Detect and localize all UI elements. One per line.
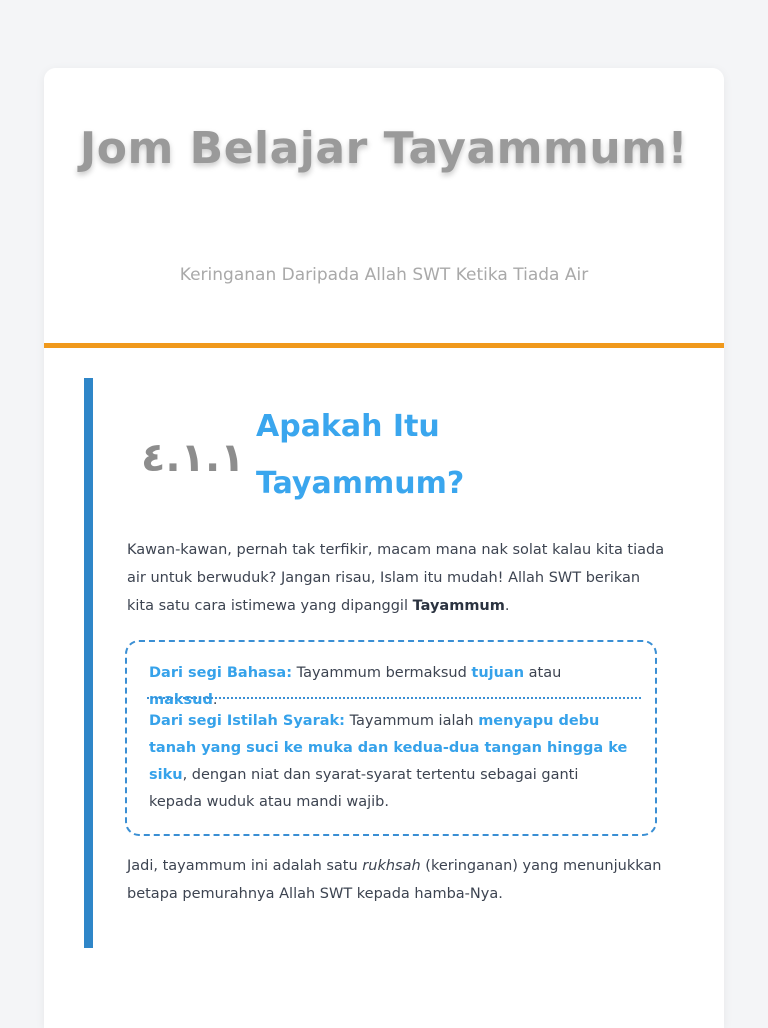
- intro-bold-term: Tayammum: [412, 598, 505, 614]
- intro-paragraph: [127, 536, 667, 620]
- definition-syarak-text2: , dengan niat dan syarat-syarat tertentu sebagai ganti kepada wuduk atau mandi wajib.: [149, 767, 579, 810]
- conclusion-text2: (keringanan) yang menunjukkan betapa pemurahnya Allah SWT kepada hamba-Nya.: [127, 858, 662, 902]
- definition-syarak-highlight: menyapu debu tanah yang suci ke muka dan kedua-dua tangan hingga ke siku: [149, 713, 628, 783]
- definition-syarak: [149, 708, 629, 816]
- page-title: Jom Belajar Tayammum!: [79, 123, 689, 174]
- definition-bahasa-highlight2: maksud: [149, 692, 213, 708]
- definition-bahasa-highlight1: tujuan: [471, 665, 525, 681]
- intro-text: Kawan-kawan, pernah tak terfikir, macam mana nak solat kalau kita tiada air untuk berwuduk? Jangan risau, Islam itu mudah! Allah SWT berikan kita satu cara istimewa yang dipanggil: [127, 542, 665, 614]
- content-card: [44, 68, 724, 1028]
- section-title: Apakah Itu Tayammum?: [256, 409, 465, 501]
- definition-bahasa-end: .: [212, 692, 218, 708]
- definition-bahasa: [149, 660, 629, 714]
- definition-bahasa-text1: Tayammum bermaksud: [292, 665, 472, 681]
- section-tayammum: [84, 378, 693, 948]
- definition-bahasa-text2: atau: [524, 665, 562, 681]
- header-divider: [44, 343, 724, 348]
- definition-box: [125, 640, 657, 836]
- intro-end: .: [504, 598, 510, 614]
- conclusion-italic-term: rukhsah: [362, 858, 421, 874]
- conclusion-text1: Jadi, tayammum ini adalah satu: [127, 858, 363, 874]
- definition-syarak-label: Dari segi Istilah Syarak:: [149, 713, 345, 729]
- page-header: [44, 68, 724, 344]
- conclusion-paragraph: [127, 852, 667, 908]
- definition-syarak-text1: Tayammum ialah: [344, 713, 479, 729]
- definition-separator: [147, 697, 641, 699]
- definition-bahasa-label: Dari segi Bahasa:: [149, 665, 293, 681]
- page-subtitle: Keringanan Daripada Allah SWT Ketika Tiada Air: [179, 265, 589, 285]
- section-number: ٤.١.١: [141, 435, 245, 481]
